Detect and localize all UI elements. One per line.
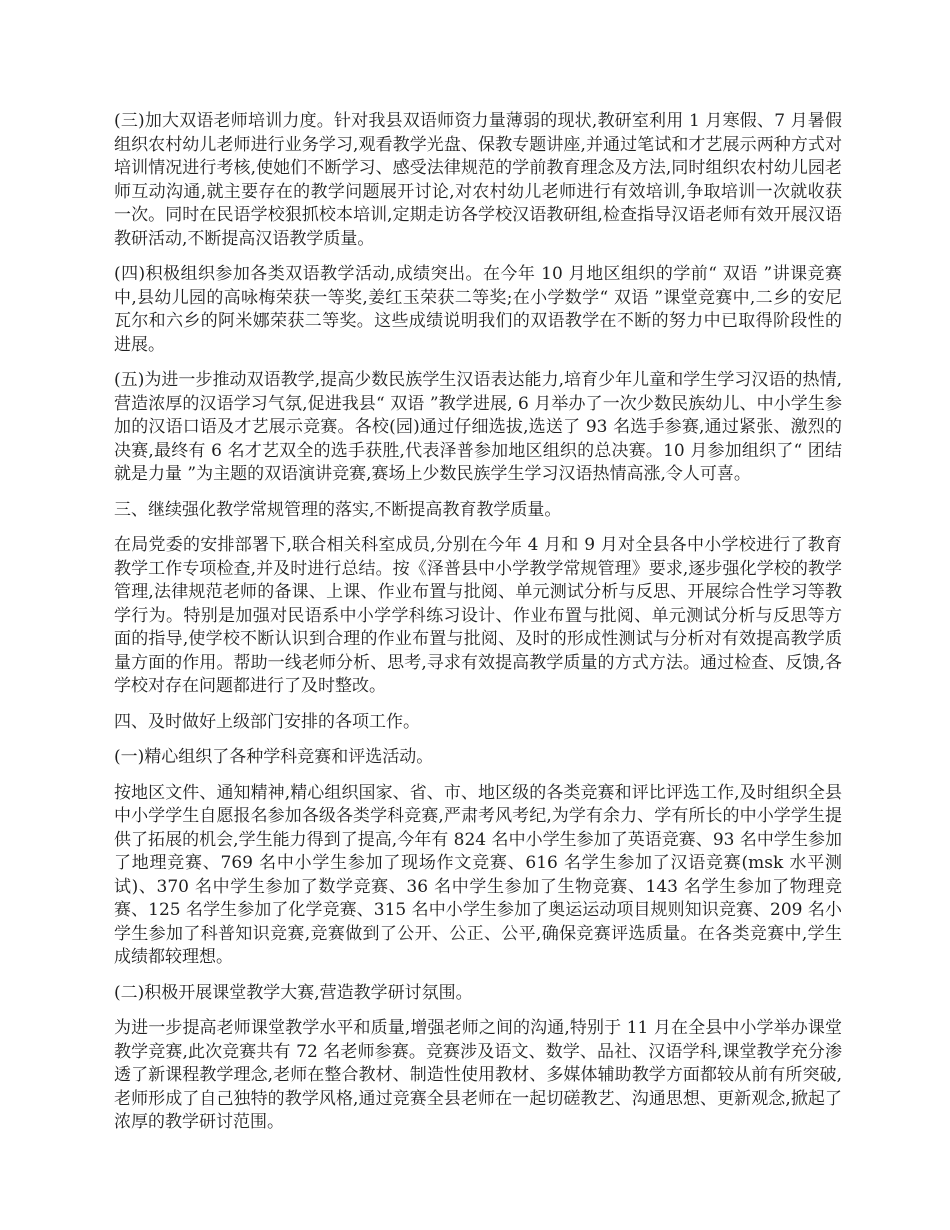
paragraph-routine-inspection: 在局党委的安排部署下,联合相关科室成员,分别在今年 4 月和 9 月对全县各中小学校进行了教育教学工作专项检查,并及时进行总结。按《泽普县中小学教学常规管理》要求,逐步强化学校的教学管理,法律规范老师的备课、上课、作业布置与批阅、单元测试分析与反思、开展综合性学习等教学行为。特别是加强对民语系中小学学科练习设计、作业布置与批阅、单元测试分析与反思等方面的指导,使学校不断认识到合理的作业布置与批阅、及时的形成性测试与分析对有效提高教学质量方面的作用。帮助一线老师分析、思考,寻求有效提高教学质量的方式方法。通过检查、反馈,各学校对存在问题都进行了及时整改。: [114, 535, 842, 696]
section-heading-routine-management: 三、继续强化教学常规管理的落实,不断提高教育教学质量。: [114, 499, 562, 520]
paragraph-bilingual-teacher-training: (三)加大双语老师培训力度。针对我县双语师资力量薄弱的现状,教研室利用 1 月寒假、7 月暑假组织农村幼儿老师进行业务学习,观看教学光盘、保教专题讲座,并通过笔试和才艺展示两种方式对培训情况进行考核,使她们不断学习、感受法律规范的学前教育理念及方法,同时组织农村幼儿园老师互动沟通,就主要存在的教学问题展开讨论,对农村幼儿老师进行有效培训,争取培训一次就收获一次。同时在民语学校狠抓校本培训,定期走访各学校汉语教研组,检查指导汉语老师有效开展汉语教研活动,不断提高汉语教学质量。: [114, 111, 842, 249]
paragraph-bilingual-activities: (四)积极组织参加各类双语教学活动,成绩突出。在今年 10 月地区组织的学前“ 双语 ”讲课竞赛中,县幼儿园的高咏梅荣获一等奖,姜红玉荣获二等奖;在小学数学“ 双语 ”课堂竞赛中,二乡的安尼瓦尔和六乡的阿米娜荣获二等奖。这些成绩说明我们的双语教学在不断的努力中已取得阶段性的进展。: [114, 264, 842, 355]
paragraph-subject-competitions: 按地区文件、通知精神,精心组织国家、省、市、地区级的各类竞赛和评比评选工作,及时组织全县中小学学生自愿报名参加各级各类学科竞赛,严肃考风考纪,为学有余力、学有所长的中小学学生提供了拓展的机会,学生能力得到了提高,今年有 824 名中小学生参加了英语竞赛、93 名中学生参加了地理竞赛、769 名中小学生参加了现场作文竞赛、616 名学生参加了汉语竞赛(msk 水平测试)、370 名中学生参加了数学竞赛、36 名中学生参加了生物竞赛、143 名学生参加了物理竞赛、125 名学生参加了化学竞赛、315 名中小学生参加了奥运运动项目规则知识竞赛、209 名小学生参加了科普知识竞赛,竞赛做到了公开、公正、公平,确保竞赛评选质量。在各类竞赛中,学生成绩都较理想。: [114, 782, 842, 967]
subheading-classroom-contest: (二)积极开展课堂教学大赛,营造教学研讨氛围。: [114, 982, 473, 1003]
paragraph-chinese-speaking-contest: (五)为进一步推动双语教学,提高少数民族学生汉语表达能力,培育少年儿童和学生学习汉语的热情,营造浓厚的汉语学习气氛,促进我县“ 双语 ”教学进展, 6 月举办了一次少数民族幼儿、中小学生参加的汉语口语及才艺展示竞赛。各校(园)通过仔细选拔,选送了 93 名选手参赛,通过紧张、激烈的决赛,最终有 6 名才艺双全的选手获胜,代表泽普参加地区组织的总决赛。10 月参加组织了“ 团结就是力量 ”为主题的双语演讲竞赛,赛场上少数民族学生学习汉语热情高涨,令人可喜。: [114, 370, 842, 484]
document-page: [114, 110, 842, 1147]
section-heading-superior-tasks: 四、及时做好上级部门安排的各项工作。: [114, 711, 420, 732]
subheading-subject-competitions: (一)精心组织了各种学科竞赛和评选活动。: [114, 747, 434, 767]
paragraph-classroom-contest: 为进一步提高老师课堂教学水平和质量,增强老师之间的沟通,特别于 11 月在全县中小学举办课堂教学竞赛,此次竞赛共有 72 名老师参赛。竞赛涉及语文、数学、品社、汉语学科,课堂教学充分渗透了新课程教学理念,老师在整合教材、制造性使用教材、多媒体辅助教学方面都较从前有所突破,老师形成了自己独特的教学风格,通过竞赛全县老师在一起切磋教艺、沟通思想、更新观念,掀起了浓厚的教学研讨范围。: [114, 1018, 842, 1132]
